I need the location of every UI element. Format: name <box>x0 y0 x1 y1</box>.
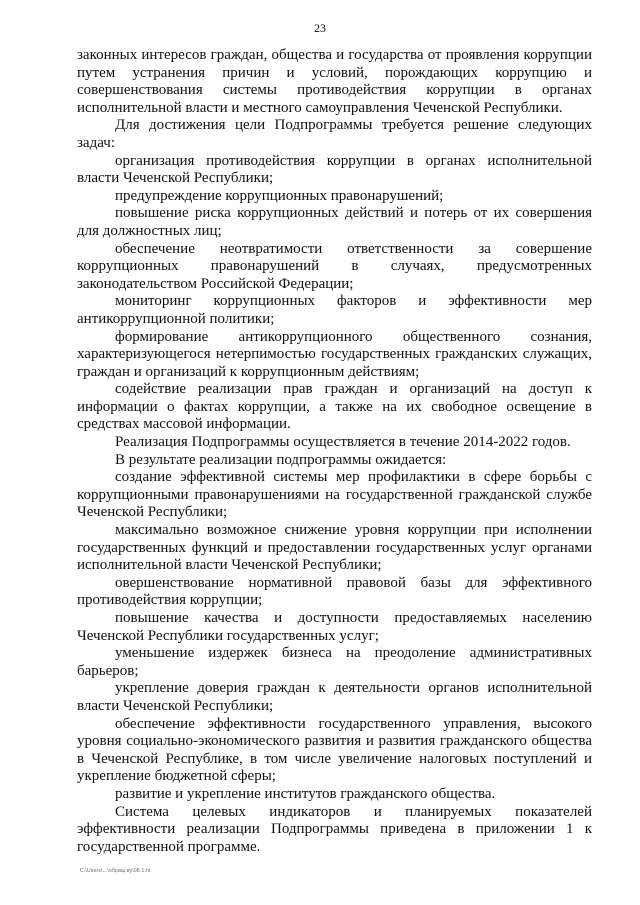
paragraph-task-2: предупреждение коррупционных правонарушений; <box>115 187 444 204</box>
paragraph-result-6: укрепление доверия граждан к деятельности органов исполнительной власти Чеченской Республики; <box>77 680 592 714</box>
paragraph-result-4: повышение качества и доступности предоставляемых населению Чеченской Республики государственных услуг; <box>77 610 592 644</box>
paragraph-task-1: организация противодействия коррупции в органах исполнительной власти Чеченской Республики; <box>77 152 592 187</box>
paragraph-indicators: Система целевых индикаторов и планируемых показателей эффективности реализации Подпрограммы приведена в приложении 1 к государственной программе. <box>77 803 592 855</box>
paragraph-period: Реализация Подпрограммы осуществляется в течение 2014-2022 годов. <box>115 434 571 451</box>
paragraph-task-3: повышение риска коррупционных действий и потерь от их совершения для должностных лиц; <box>77 205 592 239</box>
paragraph-results-intro: В результате реализации подпрограммы ожидается: <box>115 451 447 468</box>
paragraph-task-5: мониторинг коррупционных факторов и эффективности мер антикоррупционной политики; <box>77 293 592 327</box>
paragraph-result-2: максимально возможное снижение уровня коррупции при исполнении государственных функций и предоставлении государственных услуг органами исполнительной власти Чеченской Республики; <box>77 522 592 574</box>
paragraph-goal-continuation: законных интересов граждан, общества и государства от проявления коррупции путем устранения причин и условий, порождающих коррупцию и совершенствования системы противодействия коррупции в органах исполнительной власти и местного самоуправления Чеченской Республики. <box>77 47 592 116</box>
paragraph-task-4: обеспечение неотвратимости ответственности за совершение коррупционных правонарушений в случаях, предусмотренных законодательством Российской Федерации; <box>77 240 592 292</box>
paragraph-result-1: создание эффективной системы мер профилактики в сфере борьбы с коррупционными правонарушениями на государственной гражданской службе Чеченской Республики; <box>77 469 592 521</box>
page-number: 23 <box>314 21 326 35</box>
footer-file-path: C:\Users\...\обращ.ву\08.1.ht <box>80 868 151 874</box>
paragraph-result-8: развитие и укрепление институтов гражданского общества. <box>115 785 496 802</box>
paragraph-task-7: содействие реализации прав граждан и организаций на доступ к информации о фактах коррупции, а также на их свободное освещение в средствах массовой информации. <box>77 381 592 433</box>
paragraph-result-7: обеспечение эффективности государственного управления, высокого уровня социально-экономического развития и развития гражданского общества в Чеченской Республике, в том числе увеличение налоговых поступлений и укрепление бюджетной сферы; <box>77 715 592 785</box>
document-body <box>77 47 592 856</box>
paragraph-task-6: формирование антикоррупционного общественного сознания, характеризующегося нетерпимостью государственных гражданских служащих, граждан и организаций к коррупционным действиям; <box>77 328 592 380</box>
paragraph-result-3: овершенствование нормативной правовой базы для эффективного противодействия коррупции; <box>77 574 592 609</box>
paragraph-tasks-intro: Для достижения цели Подпрограммы требуется решение следующих задач: <box>77 117 592 151</box>
paragraph-result-5: уменьшение издержек бизнеса на преодоление административных барьеров; <box>77 645 592 679</box>
